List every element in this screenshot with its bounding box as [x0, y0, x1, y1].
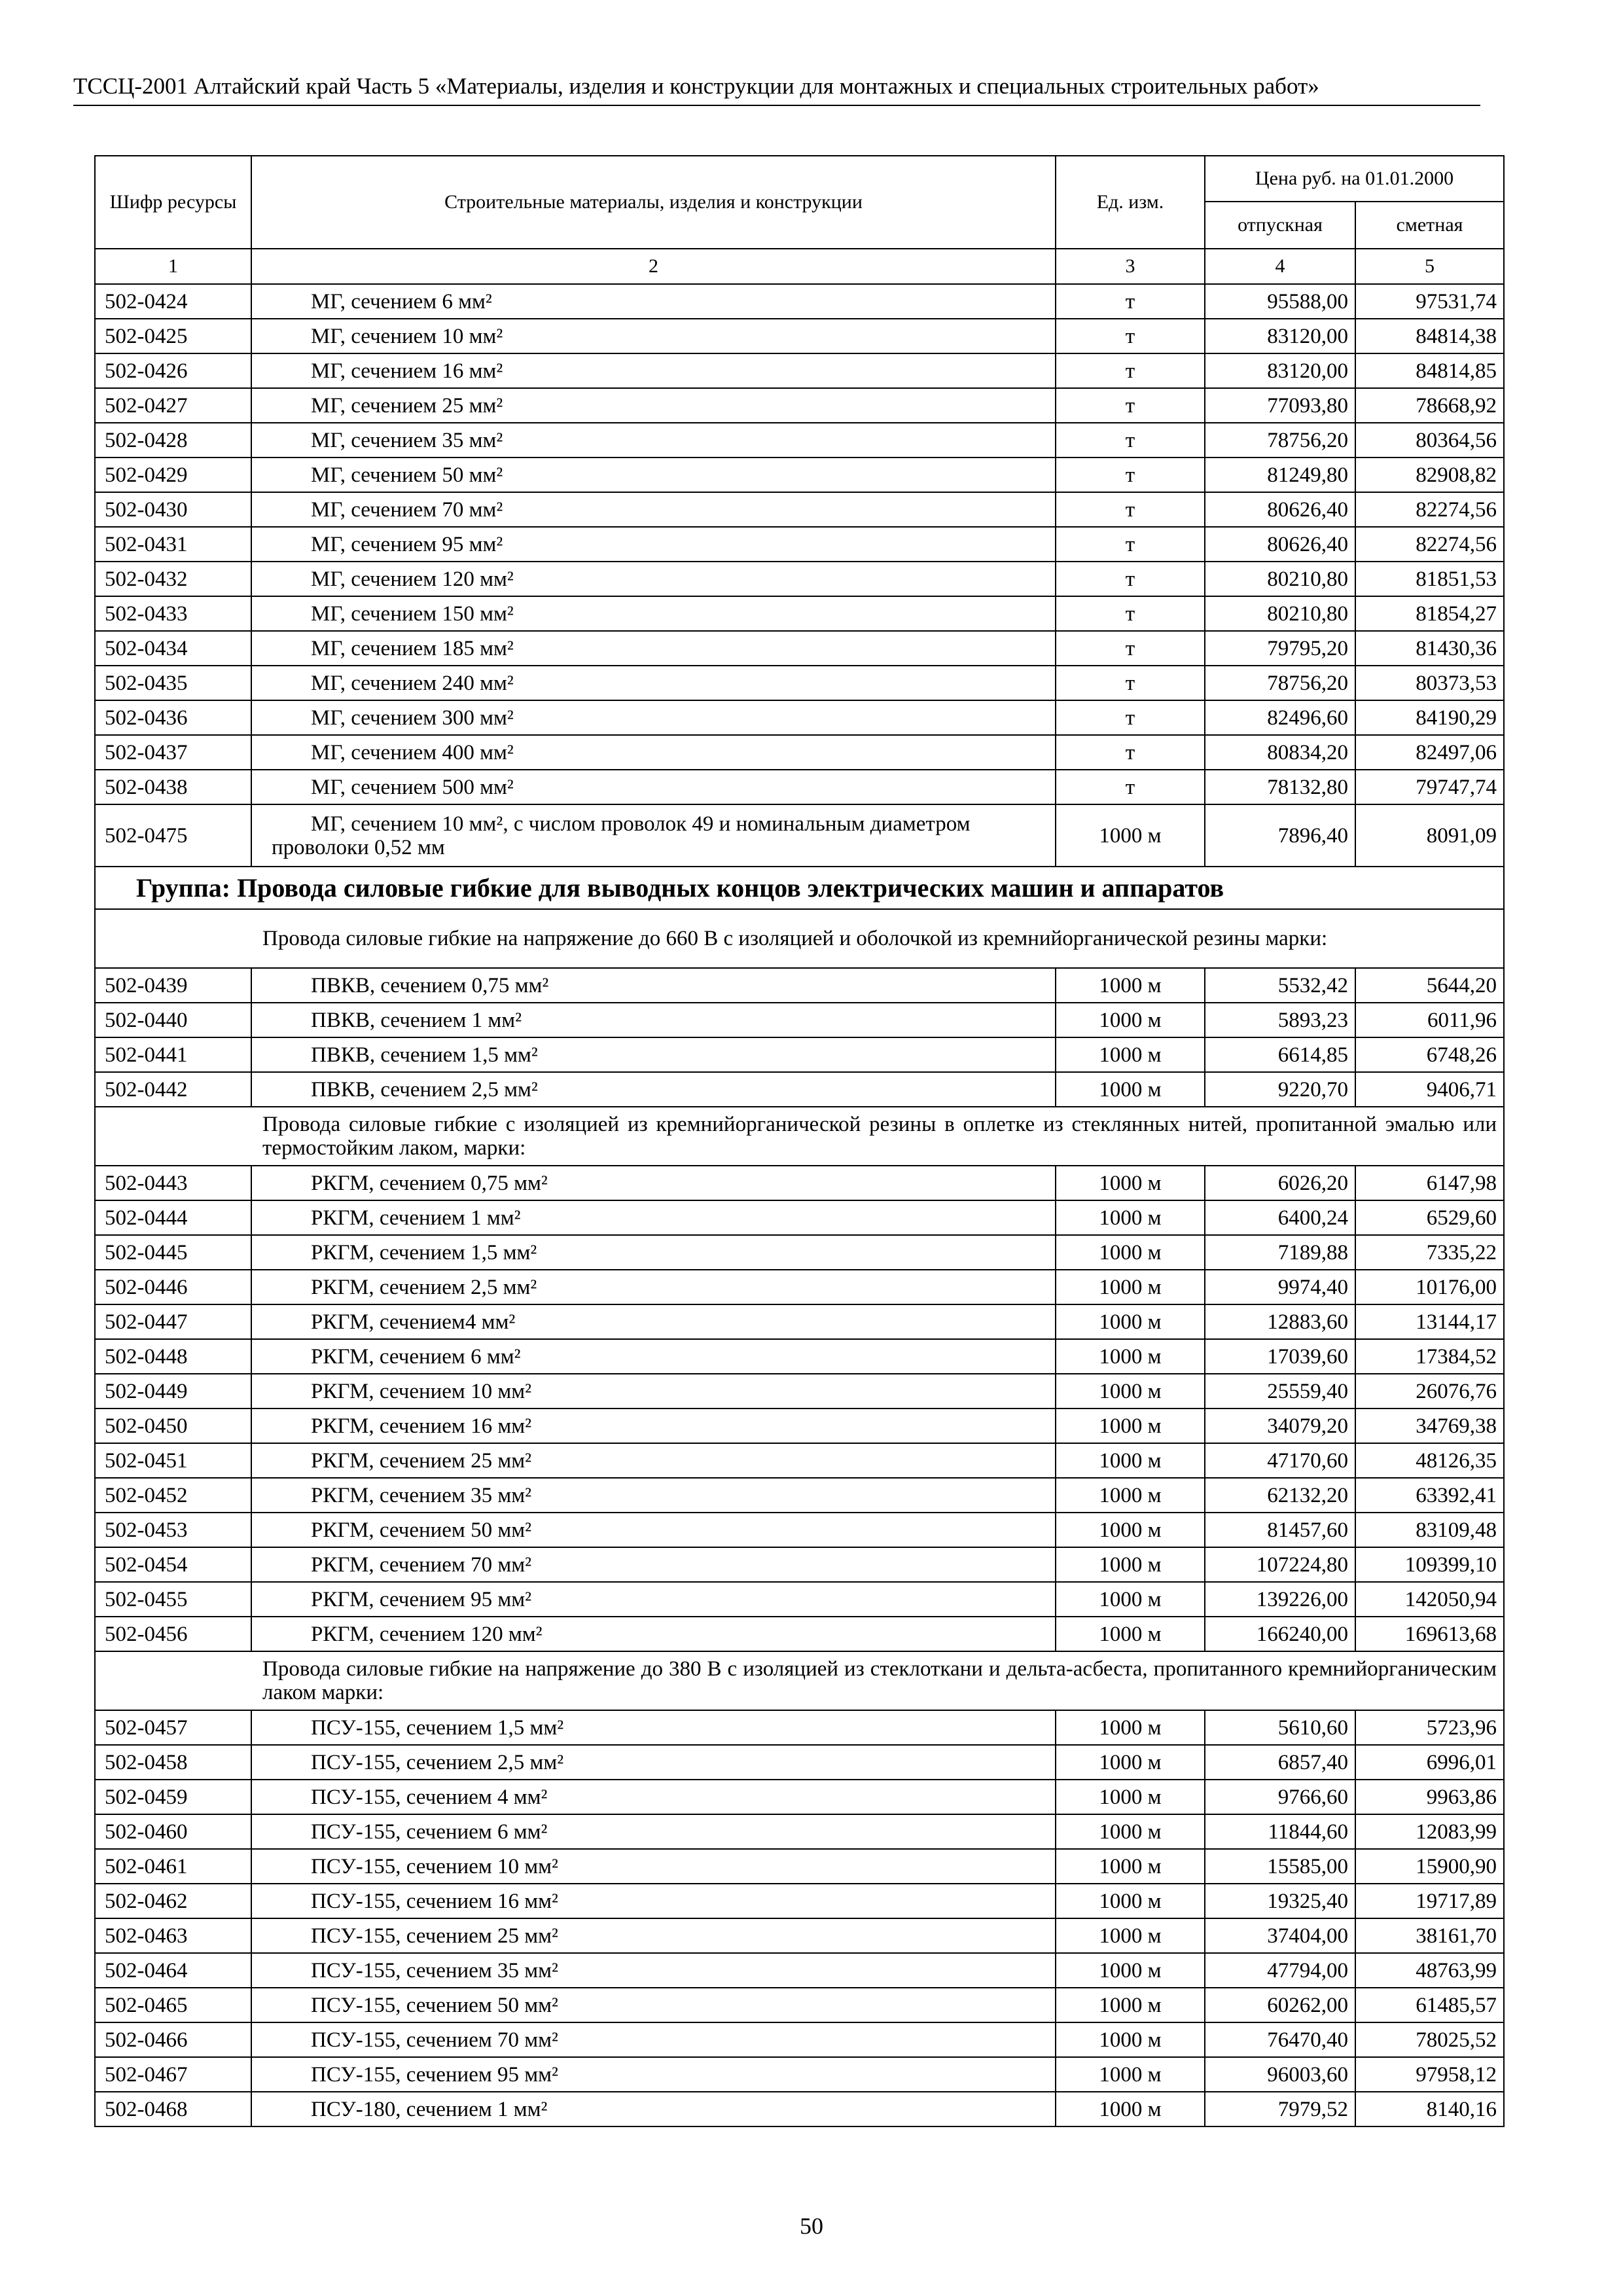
unit: 1000 м — [1056, 1617, 1205, 1651]
estimate-price: 97531,74 — [1355, 284, 1504, 319]
material-name: МГ, сечением 10 мм² — [251, 319, 1056, 353]
estimate-price: 48126,35 — [1355, 1443, 1504, 1478]
material-name: ПСУ-155, сечением 25 мм² — [251, 1918, 1056, 1953]
estimate-price: 79747,74 — [1355, 770, 1504, 804]
release-price: 11844,60 — [1205, 1814, 1355, 1849]
resource-code: 502-0465 — [95, 1988, 251, 2022]
col-header-price: Цена руб. на 01.01.2000 — [1205, 156, 1504, 202]
unit: т — [1056, 631, 1205, 666]
material-name: РКГМ, сечением 25 мм² — [251, 1443, 1056, 1478]
resource-code: 502-0454 — [95, 1547, 251, 1582]
release-price: 12883,60 — [1205, 1304, 1355, 1339]
table-row — [95, 2092, 1504, 2126]
material-name: РКГМ, сечением4 мм² — [251, 1304, 1056, 1339]
resource-code: 502-0427 — [95, 388, 251, 423]
material-name: ПСУ-180, сечением 1 мм² — [251, 2092, 1056, 2126]
estimate-price: 38161,70 — [1355, 1918, 1504, 1953]
table-row — [95, 1003, 1504, 1037]
resource-code: 502-0431 — [95, 527, 251, 562]
material-name: РКГМ, сечением 16 мм² — [251, 1408, 1056, 1443]
unit: 1000 м — [1056, 1780, 1205, 1814]
estimate-price: 63392,41 — [1355, 1478, 1504, 1513]
unit: т — [1056, 700, 1205, 735]
material-name: МГ, сечением 35 мм² — [251, 423, 1056, 457]
resource-code: 502-0466 — [95, 2022, 251, 2057]
material-name: РКГМ, сечением 6 мм² — [251, 1339, 1056, 1374]
unit: т — [1056, 527, 1205, 562]
estimate-price: 26076,76 — [1355, 1374, 1504, 1408]
col-number: 2 — [251, 249, 1056, 284]
resource-code: 502-0457 — [95, 1710, 251, 1745]
unit: 1000 м — [1056, 1849, 1205, 1884]
unit: 1000 м — [1056, 1339, 1205, 1374]
table-row — [95, 1304, 1504, 1339]
release-price: 78756,20 — [1205, 666, 1355, 700]
material-name: РКГМ, сечением 2,5 мм² — [251, 1270, 1056, 1304]
material-name: ПСУ-155, сечением 95 мм² — [251, 2057, 1056, 2092]
unit: т — [1056, 353, 1205, 388]
resource-code: 502-0426 — [95, 353, 251, 388]
table-row — [95, 631, 1504, 666]
estimate-price: 8140,16 — [1355, 2092, 1504, 2126]
release-price: 47794,00 — [1205, 1953, 1355, 1988]
release-price: 7979,52 — [1205, 2092, 1355, 2126]
table-row — [95, 804, 1504, 867]
estimate-price: 9406,71 — [1355, 1072, 1504, 1107]
material-name: РКГМ, сечением 1,5 мм² — [251, 1235, 1056, 1270]
resource-code: 502-0449 — [95, 1374, 251, 1408]
release-price: 83120,00 — [1205, 319, 1355, 353]
resource-code: 502-0434 — [95, 631, 251, 666]
estimate-price: 12083,99 — [1355, 1814, 1504, 1849]
release-price: 6614,85 — [1205, 1037, 1355, 1072]
resource-code: 502-0429 — [95, 457, 251, 492]
col-number: 1 — [95, 249, 251, 284]
col-header-estimate: сметная — [1355, 202, 1504, 249]
table-row — [95, 284, 1504, 319]
table-row — [95, 388, 1504, 423]
group-heading: Группа: Провода силовые гибкие для выводных концов электрических машин и аппаратов — [95, 867, 1504, 909]
unit: т — [1056, 666, 1205, 700]
estimate-price: 9963,86 — [1355, 1780, 1504, 1814]
estimate-price: 78668,92 — [1355, 388, 1504, 423]
release-price: 34079,20 — [1205, 1408, 1355, 1443]
table-row — [95, 1547, 1504, 1582]
unit: 1000 м — [1056, 1478, 1205, 1513]
resource-code: 502-0451 — [95, 1443, 251, 1478]
resource-code: 502-0430 — [95, 492, 251, 527]
unit: т — [1056, 770, 1205, 804]
resource-code: 502-0455 — [95, 1582, 251, 1617]
release-price: 47170,60 — [1205, 1443, 1355, 1478]
resource-code: 502-0435 — [95, 666, 251, 700]
release-price: 17039,60 — [1205, 1339, 1355, 1374]
material-name: МГ, сечением 300 мм² — [251, 700, 1056, 735]
unit: 1000 м — [1056, 1408, 1205, 1443]
release-price: 5532,42 — [1205, 968, 1355, 1003]
unit: 1000 м — [1056, 1072, 1205, 1107]
release-price: 9974,40 — [1205, 1270, 1355, 1304]
material-name: ПВКВ, сечением 1,5 мм² — [251, 1037, 1056, 1072]
unit: 1000 м — [1056, 2092, 1205, 2126]
estimate-price: 84190,29 — [1355, 700, 1504, 735]
table-row — [95, 1953, 1504, 1988]
table-row — [95, 1478, 1504, 1513]
estimate-price: 15900,90 — [1355, 1849, 1504, 1884]
release-price: 83120,00 — [1205, 353, 1355, 388]
table-row — [95, 735, 1504, 770]
estimate-price: 34769,38 — [1355, 1408, 1504, 1443]
estimate-price: 6011,96 — [1355, 1003, 1504, 1037]
col-header-name: Строительные материалы, изделия и конструкции — [251, 156, 1056, 249]
release-price: 78132,80 — [1205, 770, 1355, 804]
estimate-price: 61485,57 — [1355, 1988, 1504, 2022]
material-name: РКГМ, сечением 50 мм² — [251, 1513, 1056, 1547]
resource-code: 502-0432 — [95, 562, 251, 596]
release-price: 80626,40 — [1205, 492, 1355, 527]
material-name: ПВКВ, сечением 2,5 мм² — [251, 1072, 1056, 1107]
table-row — [95, 1745, 1504, 1780]
material-name: ПСУ-155, сечением 10 мм² — [251, 1849, 1056, 1884]
resource-code: 502-0433 — [95, 596, 251, 631]
material-name: МГ, сечением 16 мм² — [251, 353, 1056, 388]
unit: 1000 м — [1056, 1710, 1205, 1745]
unit: т — [1056, 562, 1205, 596]
material-name: МГ, сечением 95 мм² — [251, 527, 1056, 562]
table-row — [95, 1374, 1504, 1408]
subgroup-row — [95, 1651, 1504, 1710]
resource-code: 502-0452 — [95, 1478, 251, 1513]
table-row — [95, 1513, 1504, 1547]
resource-code: 502-0458 — [95, 1745, 251, 1780]
release-price: 79795,20 — [1205, 631, 1355, 666]
unit: 1000 м — [1056, 804, 1205, 867]
estimate-price: 82274,56 — [1355, 527, 1504, 562]
release-price: 78756,20 — [1205, 423, 1355, 457]
resource-code: 502-0424 — [95, 284, 251, 319]
resource-code: 502-0439 — [95, 968, 251, 1003]
release-price: 95588,00 — [1205, 284, 1355, 319]
resource-code: 502-0456 — [95, 1617, 251, 1651]
release-price: 62132,20 — [1205, 1478, 1355, 1513]
table-row — [95, 423, 1504, 457]
unit: 1000 м — [1056, 1918, 1205, 1953]
unit: т — [1056, 388, 1205, 423]
resource-code: 502-0475 — [95, 804, 251, 867]
release-price: 80210,80 — [1205, 596, 1355, 631]
estimate-price: 7335,22 — [1355, 1235, 1504, 1270]
material-name: ПСУ-155, сечением 50 мм² — [251, 1988, 1056, 2022]
estimate-price: 169613,68 — [1355, 1617, 1504, 1651]
resource-code: 502-0444 — [95, 1200, 251, 1235]
unit: 1000 м — [1056, 1235, 1205, 1270]
unit: 1000 м — [1056, 1270, 1205, 1304]
release-price: 7896,40 — [1205, 804, 1355, 867]
material-name: ПВКВ, сечением 0,75 мм² — [251, 968, 1056, 1003]
col-header-unit: Ед. изм. — [1056, 156, 1205, 249]
unit: т — [1056, 492, 1205, 527]
unit: т — [1056, 596, 1205, 631]
release-price: 80210,80 — [1205, 562, 1355, 596]
material-name: МГ, сечением 70 мм² — [251, 492, 1056, 527]
estimate-price: 84814,38 — [1355, 319, 1504, 353]
estimate-price: 80373,53 — [1355, 666, 1504, 700]
resource-code: 502-0447 — [95, 1304, 251, 1339]
material-name: МГ, сечением 185 мм² — [251, 631, 1056, 666]
material-name: МГ, сечением 50 мм² — [251, 457, 1056, 492]
material-name: МГ, сечением 240 мм² — [251, 666, 1056, 700]
material-name: МГ, сечением 150 мм² — [251, 596, 1056, 631]
estimate-price: 6996,01 — [1355, 1745, 1504, 1780]
resource-code: 502-0446 — [95, 1270, 251, 1304]
resource-code: 502-0450 — [95, 1408, 251, 1443]
unit: 1000 м — [1056, 1884, 1205, 1918]
resource-code: 502-0425 — [95, 319, 251, 353]
material-name: ПСУ-155, сечением 35 мм² — [251, 1953, 1056, 1988]
material-name: МГ, сечением 400 мм² — [251, 735, 1056, 770]
table-row — [95, 319, 1504, 353]
unit: т — [1056, 284, 1205, 319]
material-name: МГ, сечением 25 мм² — [251, 388, 1056, 423]
release-price: 139226,00 — [1205, 1582, 1355, 1617]
unit: 1000 м — [1056, 1443, 1205, 1478]
unit: 1000 м — [1056, 1582, 1205, 1617]
table-row — [95, 1884, 1504, 1918]
resource-code: 502-0464 — [95, 1953, 251, 1988]
estimate-price: 6147,98 — [1355, 1166, 1504, 1200]
release-price: 107224,80 — [1205, 1547, 1355, 1582]
table-row — [95, 1037, 1504, 1072]
subgroup-row — [95, 1107, 1504, 1166]
unit: 1000 м — [1056, 1037, 1205, 1072]
estimate-price: 82908,82 — [1355, 457, 1504, 492]
table-row — [95, 2022, 1504, 2057]
resource-code: 502-0468 — [95, 2092, 251, 2126]
unit: 1000 м — [1056, 1304, 1205, 1339]
release-price: 9220,70 — [1205, 1072, 1355, 1107]
resource-code: 502-0437 — [95, 735, 251, 770]
estimate-price: 84814,85 — [1355, 353, 1504, 388]
material-name: РКГМ, сечением 10 мм² — [251, 1374, 1056, 1408]
table-row — [95, 1339, 1504, 1374]
table-row — [95, 1849, 1504, 1884]
material-name: РКГМ, сечением 70 мм² — [251, 1547, 1056, 1582]
col-header-code: Шифр ресурсы — [95, 156, 251, 249]
subgroup-row — [95, 909, 1504, 968]
resource-code: 502-0436 — [95, 700, 251, 735]
unit: т — [1056, 735, 1205, 770]
release-price: 19325,40 — [1205, 1884, 1355, 1918]
material-name: РКГМ, сечением 35 мм² — [251, 1478, 1056, 1513]
material-name: РКГМ, сечением 120 мм² — [251, 1617, 1056, 1651]
resource-code: 502-0443 — [95, 1166, 251, 1200]
table-row — [95, 1780, 1504, 1814]
table-row — [95, 1710, 1504, 1745]
resource-code: 502-0428 — [95, 423, 251, 457]
table-row — [95, 1166, 1504, 1200]
table-row — [95, 492, 1504, 527]
release-price: 82496,60 — [1205, 700, 1355, 735]
subgroup-description: Провода силовые гибкие на напряжение до 660 В с изоляцией и оболочкой из кремнийорганической резины марки: — [95, 909, 1504, 968]
resource-code: 502-0441 — [95, 1037, 251, 1072]
estimate-price: 81854,27 — [1355, 596, 1504, 631]
price-table — [94, 155, 1505, 2127]
estimate-price: 142050,94 — [1355, 1582, 1504, 1617]
release-price: 25559,40 — [1205, 1374, 1355, 1408]
table-row — [95, 1617, 1504, 1651]
estimate-price: 82497,06 — [1355, 735, 1504, 770]
estimate-price: 10176,00 — [1355, 1270, 1504, 1304]
material-name: МГ, сечением 10 мм², с числом проволок 49 и номинальным диаметром проволоки 0,52 мм — [251, 804, 1056, 867]
unit: 1000 м — [1056, 1547, 1205, 1582]
resource-code: 502-0445 — [95, 1235, 251, 1270]
material-name: ПСУ-155, сечением 6 мм² — [251, 1814, 1056, 1849]
unit: т — [1056, 423, 1205, 457]
table-row — [95, 1443, 1504, 1478]
release-price: 80626,40 — [1205, 527, 1355, 562]
table-row — [95, 527, 1504, 562]
table-row — [95, 1918, 1504, 1953]
estimate-price: 19717,89 — [1355, 1884, 1504, 1918]
release-price: 9766,60 — [1205, 1780, 1355, 1814]
col-number: 3 — [1056, 249, 1205, 284]
unit: т — [1056, 319, 1205, 353]
estimate-price: 109399,10 — [1355, 1547, 1504, 1582]
subgroup-description: Провода силовые гибкие с изоляцией из кремнийорганической резины в оплетке из стеклянных нитей, пропитанной эмалью или термостойким лаком, марки: — [95, 1107, 1504, 1166]
release-price: 6026,20 — [1205, 1166, 1355, 1200]
estimate-price: 6529,60 — [1355, 1200, 1504, 1235]
release-price: 6857,40 — [1205, 1745, 1355, 1780]
table-row — [95, 1200, 1504, 1235]
resource-code: 502-0448 — [95, 1339, 251, 1374]
release-price: 60262,00 — [1205, 1988, 1355, 2022]
resource-code: 502-0438 — [95, 770, 251, 804]
unit: 1000 м — [1056, 1953, 1205, 1988]
table-row — [95, 700, 1504, 735]
unit: т — [1056, 457, 1205, 492]
material-name: ПСУ-155, сечением 70 мм² — [251, 2022, 1056, 2057]
release-price: 77093,80 — [1205, 388, 1355, 423]
release-price: 37404,00 — [1205, 1918, 1355, 1953]
release-price: 81249,80 — [1205, 457, 1355, 492]
unit: 1000 м — [1056, 1374, 1205, 1408]
table-row — [95, 457, 1504, 492]
table-row — [95, 770, 1504, 804]
estimate-price: 5644,20 — [1355, 968, 1504, 1003]
material-name: МГ, сечением 500 мм² — [251, 770, 1056, 804]
estimate-price: 13144,17 — [1355, 1304, 1504, 1339]
material-name: ПВКВ, сечением 1 мм² — [251, 1003, 1056, 1037]
table-row — [95, 1582, 1504, 1617]
release-price: 96003,60 — [1205, 2057, 1355, 2092]
col-number: 5 — [1355, 249, 1504, 284]
material-name: РКГМ, сечением 0,75 мм² — [251, 1166, 1056, 1200]
unit: 1000 м — [1056, 1513, 1205, 1547]
release-price: 6400,24 — [1205, 1200, 1355, 1235]
material-name: ПСУ-155, сечением 4 мм² — [251, 1780, 1056, 1814]
table-row — [95, 596, 1504, 631]
unit: 1000 м — [1056, 2022, 1205, 2057]
estimate-price: 8091,09 — [1355, 804, 1504, 867]
estimate-price: 5723,96 — [1355, 1710, 1504, 1745]
unit: 1000 м — [1056, 1200, 1205, 1235]
header-divider — [73, 105, 1480, 106]
estimate-price: 83109,48 — [1355, 1513, 1504, 1547]
table-row — [95, 666, 1504, 700]
release-price: 15585,00 — [1205, 1849, 1355, 1884]
material-name: РКГМ, сечением 1 мм² — [251, 1200, 1056, 1235]
resource-code: 502-0440 — [95, 1003, 251, 1037]
material-name: ПСУ-155, сечением 16 мм² — [251, 1884, 1056, 1918]
material-name: МГ, сечением 120 мм² — [251, 562, 1056, 596]
unit: 1000 м — [1056, 968, 1205, 1003]
table-row — [95, 1270, 1504, 1304]
estimate-price: 80364,56 — [1355, 423, 1504, 457]
unit: 1000 м — [1056, 2057, 1205, 2092]
resource-code: 502-0461 — [95, 1849, 251, 1884]
unit: 1000 м — [1056, 1988, 1205, 2022]
release-price: 5610,60 — [1205, 1710, 1355, 1745]
estimate-price: 81430,36 — [1355, 631, 1504, 666]
page-number: 50 — [800, 2213, 823, 2239]
estimate-price: 78025,52 — [1355, 2022, 1504, 2057]
table-row — [95, 1408, 1504, 1443]
resource-code: 502-0459 — [95, 1780, 251, 1814]
group-heading-row — [95, 867, 1504, 909]
material-name: ПСУ-155, сечением 2,5 мм² — [251, 1745, 1056, 1780]
table-row — [95, 1072, 1504, 1107]
table-row — [95, 968, 1504, 1003]
table-row — [95, 2057, 1504, 2092]
col-header-release: отпускная — [1205, 202, 1355, 249]
release-price: 166240,00 — [1205, 1617, 1355, 1651]
running-header: ТССЦ-2001 Алтайский край Часть 5 «Материалы, изделия и конструкции для монтажных и специальных строительных работ» — [73, 73, 1319, 99]
estimate-price: 17384,52 — [1355, 1339, 1504, 1374]
table-row — [95, 353, 1504, 388]
release-price: 81457,60 — [1205, 1513, 1355, 1547]
col-number: 4 — [1205, 249, 1355, 284]
table-row — [95, 1814, 1504, 1849]
resource-code: 502-0467 — [95, 2057, 251, 2092]
material-name: МГ, сечением 6 мм² — [251, 284, 1056, 319]
release-price: 7189,88 — [1205, 1235, 1355, 1270]
estimate-price: 81851,53 — [1355, 562, 1504, 596]
unit: 1000 м — [1056, 1745, 1205, 1780]
release-price: 80834,20 — [1205, 735, 1355, 770]
resource-code: 502-0453 — [95, 1513, 251, 1547]
unit: 1000 м — [1056, 1166, 1205, 1200]
release-price: 76470,40 — [1205, 2022, 1355, 2057]
estimate-price: 6748,26 — [1355, 1037, 1504, 1072]
subgroup-description: Провода силовые гибкие на напряжение до 380 В с изоляцией из стеклоткани и дельта-асбеста, пропитанного кремнийорганическим лаком марки: — [95, 1651, 1504, 1710]
table-row — [95, 1235, 1504, 1270]
resource-code: 502-0442 — [95, 1072, 251, 1107]
table-row — [95, 1988, 1504, 2022]
estimate-price: 82274,56 — [1355, 492, 1504, 527]
resource-code: 502-0463 — [95, 1918, 251, 1953]
material-name: РКГМ, сечением 95 мм² — [251, 1582, 1056, 1617]
unit: 1000 м — [1056, 1814, 1205, 1849]
estimate-price: 48763,99 — [1355, 1953, 1504, 1988]
release-price: 5893,23 — [1205, 1003, 1355, 1037]
resource-code: 502-0460 — [95, 1814, 251, 1849]
resource-code: 502-0462 — [95, 1884, 251, 1918]
unit: 1000 м — [1056, 1003, 1205, 1037]
estimate-price: 97958,12 — [1355, 2057, 1504, 2092]
material-name: ПСУ-155, сечением 1,5 мм² — [251, 1710, 1056, 1745]
table-row — [95, 562, 1504, 596]
